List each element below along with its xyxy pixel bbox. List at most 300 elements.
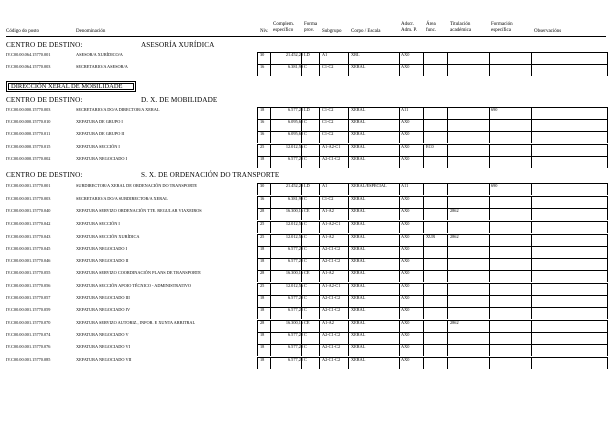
cell-forma: LD xyxy=(304,183,310,188)
cell-code: IV.C00.00.064.15770.001 xyxy=(6,52,51,57)
cell-adsc: AX0 xyxy=(401,344,410,349)
cell-forma: CE xyxy=(304,270,310,275)
cell-forma: C xyxy=(304,144,307,149)
table-row xyxy=(0,119,615,131)
cell-corpo: XERAL xyxy=(351,344,366,349)
cell-border xyxy=(423,221,448,233)
cell-den: SUBDIRECTOR/A XERAL DE ORDENACIÓN DO TRANSPORTE xyxy=(76,183,198,188)
table-row xyxy=(0,307,615,319)
cell-border xyxy=(423,357,448,369)
cell-border xyxy=(423,156,448,168)
cell-corpo: XERAL xyxy=(351,196,366,201)
table-row xyxy=(0,196,615,208)
cell-code: IV.C00.00.001.15770.056 xyxy=(6,283,51,288)
cell-corpo: XERAL xyxy=(351,258,366,263)
cell-comp: 6.577,20 xyxy=(287,107,303,112)
cell-border xyxy=(423,344,448,356)
cell-border xyxy=(447,183,490,195)
table-row xyxy=(0,221,615,233)
cell-niv: 30 xyxy=(260,52,265,57)
header-forma-bottom: prov. xyxy=(304,28,315,33)
table-row xyxy=(0,183,615,195)
cell-border xyxy=(531,52,608,64)
cell-border xyxy=(489,64,532,76)
cell-adsc: AX0 xyxy=(401,208,410,213)
cell-niv: 28 xyxy=(260,270,265,275)
cell-corpo: XERAL xyxy=(351,295,366,300)
cell-comp: 6.095,60 xyxy=(287,119,303,124)
cell-subg: A2-C1-C2 xyxy=(322,295,341,300)
cell-den: XEFATURA SECCIÓN XURÍDICA xyxy=(76,234,140,239)
cell-corpo: XERAL xyxy=(351,270,366,275)
cell-forma: LD xyxy=(304,107,310,112)
cell-border xyxy=(489,283,532,295)
header-titulacion-top: Titulación xyxy=(450,22,471,27)
cell-corpo: XRL xyxy=(351,52,360,57)
cell-corpo: XERAL xyxy=(351,119,366,124)
cell-border xyxy=(531,320,608,332)
header-complem-top: Complem. xyxy=(273,22,294,27)
cell-border xyxy=(423,64,448,76)
cell-forma: C xyxy=(304,258,307,263)
cell-border xyxy=(423,270,448,282)
cell-border xyxy=(531,156,608,168)
cell-forma: C xyxy=(304,246,307,251)
cell-den: XEFATURA NEGOCIADO III xyxy=(76,295,130,300)
cell-border xyxy=(423,208,448,220)
cell-subg: A2-C1-C2 xyxy=(322,357,341,362)
cell-comp: 6.577,20 xyxy=(287,295,303,300)
cell-border xyxy=(531,196,608,208)
cell-adsc: AX0 xyxy=(401,64,410,69)
cell-forma: C xyxy=(304,307,307,312)
cell-border xyxy=(531,332,608,344)
cell-subg: A1 xyxy=(322,52,328,57)
header-denominacion: Denominación xyxy=(76,29,106,34)
cell-border xyxy=(489,246,532,258)
cell-border xyxy=(423,131,448,143)
cell-corpo: XERAL xyxy=(351,283,366,288)
cell-forma: C xyxy=(304,196,307,201)
subsection-label: DIRECCIÓN XERAL DE MOBILIDADE xyxy=(11,83,123,90)
section-name: D. X. DE MOBILIDADE xyxy=(141,96,218,104)
cell-code: IV.C00.00.000.15770.010 xyxy=(6,119,51,124)
cell-niv: 28 xyxy=(260,208,265,213)
cell-border xyxy=(489,295,532,307)
cell-forma: C xyxy=(304,131,307,136)
cell-corpo: XERAL xyxy=(351,357,366,362)
cell-forma: C xyxy=(304,119,307,124)
cell-corpo: XERAL xyxy=(351,208,366,213)
cell-adsc: A11 xyxy=(401,107,409,112)
cell-border xyxy=(489,221,532,233)
cell-den: XEFATURA NEGOCIADO I xyxy=(76,246,128,251)
cell-den: SECRETARIO/A ASESOR/A xyxy=(76,64,128,69)
header-codigo: Código do posto xyxy=(6,29,40,34)
cell-border xyxy=(447,283,490,295)
cell-subg: C1-C2 xyxy=(322,196,334,201)
cell-forma: C xyxy=(304,221,307,226)
cell-subg: A1-A2-C1 xyxy=(322,283,341,288)
cell-comp: 12.012,56 xyxy=(285,283,303,288)
cell-border xyxy=(423,183,448,195)
cell-subg: A2-C1-C2 xyxy=(322,344,341,349)
cell-adsc: AX0 xyxy=(401,131,410,136)
cell-border xyxy=(531,144,608,156)
cell-adsc: AX0 xyxy=(401,156,410,161)
cell-border xyxy=(531,131,608,143)
cell-comp: 6.577,20 xyxy=(287,307,303,312)
cell-border xyxy=(423,332,448,344)
cell-border xyxy=(531,295,608,307)
header-complem-bottom: específico xyxy=(273,28,294,33)
cell-subg: A1-A2 xyxy=(322,270,334,275)
cell-adsc: AX0 xyxy=(401,234,410,239)
cell-border xyxy=(531,119,608,131)
cell-forma: CE xyxy=(304,320,310,325)
section-name: ASESORÍA XURÍDICA xyxy=(141,41,215,49)
cell-border xyxy=(423,246,448,258)
cell-border xyxy=(447,119,490,131)
cell-corpo: XERAL xyxy=(351,107,366,112)
header-subgrupo: Subgrupo xyxy=(322,29,342,34)
table-row xyxy=(0,156,615,168)
cell-niv: 18 xyxy=(260,357,265,362)
cell-adsc: AX0 xyxy=(401,270,410,275)
cell-adsc: AX0 xyxy=(401,295,410,300)
section-label: CENTRO DE DESTINO: xyxy=(6,96,83,104)
cell-subg: C1-C2 xyxy=(322,107,334,112)
header-forma-top: Forma xyxy=(304,22,318,27)
cell-subg: A2-C1-C2 xyxy=(322,156,341,161)
cell-border xyxy=(423,52,448,64)
cell-code: IV.C00.00.001.15770.003 xyxy=(6,196,51,201)
cell-border xyxy=(447,357,490,369)
cell-adsc: A11 xyxy=(401,183,409,188)
cell-border xyxy=(531,283,608,295)
cell-forma: LD xyxy=(304,52,310,57)
table-row xyxy=(0,344,615,356)
cell-den: XEFATURA SERVIZO AUTORIZ., INFOR. E XUNTA ARBITRAL xyxy=(76,320,196,325)
cell-niv: 25 xyxy=(260,144,265,149)
header-corpo: Corpo / Escala xyxy=(351,29,381,34)
cell-border xyxy=(423,196,448,208)
cell-niv: 30 xyxy=(260,183,265,188)
cell-code: IV.C00.00.001.15770.045 xyxy=(6,246,51,251)
cell-adsc: AX0 xyxy=(401,320,410,325)
cell-code: IV.C00.00.001.15770.076 xyxy=(6,344,51,349)
cell-comp: 16.300,16 xyxy=(285,270,303,275)
cell-adsc: AX0 xyxy=(401,332,410,337)
cell-border xyxy=(489,307,532,319)
cell-den: SECRETARIO/A DO/A DIRECTOR/A XERAL xyxy=(76,107,160,112)
cell-border xyxy=(531,246,608,258)
cell-border xyxy=(423,107,448,119)
cell-corpo: XERAL/ESPECIAL xyxy=(351,183,387,188)
cell-code: IV.C00.00.001.15770.042 xyxy=(6,221,51,226)
header-titulacion-bottom: académica xyxy=(450,28,472,33)
cell-adsc: AX0 xyxy=(401,221,410,226)
cell-den: XEFATURA NEGOCIADO VII xyxy=(76,357,132,362)
cell-adsc: AX0 xyxy=(401,307,410,312)
cell-code: IV.C00.00.001.15770.040 xyxy=(6,208,51,213)
table-row xyxy=(0,295,615,307)
section-label: CENTRO DE DESTINO: xyxy=(6,171,83,179)
cell-comp: 16.300,16 xyxy=(285,208,303,213)
cell-corpo: XERAL xyxy=(351,156,366,161)
cell-subg: A1-A2 xyxy=(322,234,334,239)
cell-code: IV.C00.00.001.15770.001 xyxy=(6,183,51,188)
cell-code: IV.C00.00.000.15770.003 xyxy=(6,107,51,112)
cell-adsc: AX0 xyxy=(401,196,410,201)
cell-subg: A1-A2-C1 xyxy=(322,144,341,149)
cell-niv: 18 xyxy=(260,246,265,251)
header-observacions: Observacións xyxy=(534,29,562,34)
cell-den: XEFATURA NEGOCIADO I xyxy=(76,156,128,161)
cell-comp: 6.577,20 xyxy=(287,258,303,263)
cell-forma: C xyxy=(304,283,307,288)
cell-comp: 12.012,56 xyxy=(285,221,303,226)
cell-forma: C xyxy=(304,234,307,239)
cell-den: XEFATURA NEGOCIADO VI xyxy=(76,344,131,349)
cell-border xyxy=(447,221,490,233)
cell-border xyxy=(423,283,448,295)
table-row xyxy=(0,246,615,258)
table-row xyxy=(0,144,615,156)
table-row xyxy=(0,234,615,246)
cell-border xyxy=(489,52,532,64)
cell-border xyxy=(447,156,490,168)
cell-code: IV.C00.00.000.15770.011 xyxy=(6,131,51,136)
cell-den: XEFATURA SERVIZO ORDENACIÓN TTE. REGULAR VIAXEIROS xyxy=(76,208,202,213)
section-name: S. X. DE ORDENACIÓN DO TRANSPORTE xyxy=(141,171,280,179)
cell-den: XEFATURA SECCIÓN APOIO TÉCNICO - ADMINISTRATIVO xyxy=(76,283,192,288)
cell-den: XEFATURA NEGOCIADO V xyxy=(76,332,129,337)
cell-subg: A1-A2 xyxy=(322,208,334,213)
cell-code: IV.C00.00.001.15770.043 xyxy=(6,234,51,239)
header-adscr-bottom: Adm. P. xyxy=(401,28,417,33)
cell-border xyxy=(531,183,608,195)
cell-border xyxy=(447,131,490,143)
cell-code: IV.C00.00.001.15770.085 xyxy=(6,357,51,362)
cell-corpo: XERAL xyxy=(351,234,366,239)
cell-code: IV.C00.00.001.15770.070 xyxy=(6,320,51,325)
cell-border xyxy=(447,332,490,344)
cell-subg: C1-C2 xyxy=(322,119,334,124)
cell-border xyxy=(489,270,532,282)
cell-comp: 6.381,99 xyxy=(287,196,303,201)
cell-border xyxy=(423,295,448,307)
cell-niv: 28 xyxy=(260,320,265,325)
cell-corpo: XERAL xyxy=(351,144,366,149)
cell-forma: C xyxy=(304,295,307,300)
cell-border xyxy=(489,156,532,168)
cell-forma: C xyxy=(304,64,307,69)
table-row xyxy=(0,270,615,282)
section-label: CENTRO DE DESTINO: xyxy=(6,41,83,49)
cell-subg: A1 xyxy=(322,183,328,188)
cell-subg: A2-C1-C2 xyxy=(322,332,341,337)
cell-border xyxy=(423,320,448,332)
cell-code: IV.C00.00.001.15770.055 xyxy=(6,270,51,275)
cell-border xyxy=(447,258,490,270)
cell-comp: 6.577,20 xyxy=(287,344,303,349)
cell-border xyxy=(447,64,490,76)
table-row xyxy=(0,258,615,270)
cell-border xyxy=(531,344,608,356)
cell-comp: 6.095,60 xyxy=(287,131,303,136)
cell-niv: 16 xyxy=(260,119,265,124)
cell-niv: 16 xyxy=(260,196,265,201)
cell-adsc: AX0 xyxy=(401,258,410,263)
cell-subg: C1-C2 xyxy=(322,131,334,136)
cell-den: SECRETARIO/A DO/A SUBDIRECTOR/A XERAL xyxy=(76,196,168,201)
cell-niv: 18 xyxy=(260,156,265,161)
cell-adsc: AX0 xyxy=(401,144,410,149)
cell-border xyxy=(423,307,448,319)
cell-subg: A2-C1-C2 xyxy=(322,307,341,312)
cell-border xyxy=(447,107,490,119)
cell-comp: 12.012,56 xyxy=(285,234,303,239)
cell-den: XEFATURA DE GRUPO I xyxy=(76,119,123,124)
cell-code: IV.C00.00.000.15770.002 xyxy=(6,156,51,161)
cell-border xyxy=(447,270,490,282)
cell-niv: 25 xyxy=(260,283,265,288)
cell-border xyxy=(447,295,490,307)
cell-comp: 6.577,20 xyxy=(287,156,303,161)
table-row xyxy=(0,332,615,344)
cell-niv: 25 xyxy=(260,234,265,239)
table-row xyxy=(0,320,615,332)
cell-border xyxy=(489,131,532,143)
cell-niv: 18 xyxy=(260,332,265,337)
cell-border xyxy=(531,64,608,76)
cell-corpo: XERAL xyxy=(351,221,366,226)
cell-tit: 2862 xyxy=(450,208,459,213)
cell-form: 690 xyxy=(491,107,498,112)
cell-forma: C xyxy=(304,156,307,161)
cell-adsc: AX0 xyxy=(401,357,410,362)
cell-forma: C xyxy=(304,344,307,349)
cell-border xyxy=(531,221,608,233)
header-area-bottom: func. xyxy=(426,28,437,33)
cell-adsc: AX0 xyxy=(401,246,410,251)
table-row xyxy=(0,52,615,64)
cell-adsc: AX0 xyxy=(401,283,410,288)
cell-code: IV.C00.00.001.15770.046 xyxy=(6,258,51,263)
cell-area: XUR xyxy=(426,234,436,239)
cell-den: XEFATURA NEGOCIADO II xyxy=(76,258,129,263)
cell-border xyxy=(531,307,608,319)
cell-comp: 6.577,20 xyxy=(287,246,303,251)
cell-border xyxy=(531,270,608,282)
cell-niv: 18 xyxy=(260,344,265,349)
cell-forma: CE xyxy=(304,208,310,213)
cell-border xyxy=(489,119,532,131)
table-row xyxy=(0,131,615,143)
cell-comp: 6.381,99 xyxy=(287,64,303,69)
cell-niv: 16 xyxy=(260,64,265,69)
cell-border xyxy=(447,307,490,319)
cell-border xyxy=(447,52,490,64)
cell-border xyxy=(423,258,448,270)
cell-code: IV.C00.00.001.15770.057 xyxy=(6,295,51,300)
cell-code: IV.C00.00.001.15770.059 xyxy=(6,307,51,312)
cell-border xyxy=(447,246,490,258)
cell-comp: 6.577,20 xyxy=(287,332,303,337)
cell-corpo: XERAL xyxy=(351,131,366,136)
cell-border xyxy=(489,144,532,156)
cell-border xyxy=(447,196,490,208)
cell-niv: 18 xyxy=(260,258,265,263)
cell-corpo: XERAL xyxy=(351,246,366,251)
cell-border xyxy=(423,119,448,131)
cell-border xyxy=(489,258,532,270)
cell-comp: 12.012,56 xyxy=(285,144,303,149)
cell-comp: 21.452,20 xyxy=(285,52,303,57)
header-area-top: Área xyxy=(426,22,436,27)
table-row xyxy=(0,357,615,369)
cell-den: XEFATURA SECCIÓN I xyxy=(76,221,120,226)
cell-tit: 2862 xyxy=(450,320,459,325)
cell-subg: A1-A2-C1 xyxy=(322,221,341,226)
cell-code: IV.C00.00.000.15770.015 xyxy=(6,144,51,149)
cell-border xyxy=(447,144,490,156)
cell-forma: C xyxy=(304,357,307,362)
cell-border xyxy=(447,344,490,356)
cell-corpo: XERAL xyxy=(351,320,366,325)
cell-niv: 16 xyxy=(260,131,265,136)
cell-border xyxy=(531,258,608,270)
cell-area: EC0 xyxy=(426,144,434,149)
cell-niv: 18 xyxy=(260,107,265,112)
cell-form: 690 xyxy=(491,183,498,188)
cell-border xyxy=(489,234,532,246)
table-row xyxy=(0,208,615,220)
cell-corpo: XERAL xyxy=(351,332,366,337)
cell-code: IV.C00.00.064.15770.003 xyxy=(6,64,51,69)
cell-border xyxy=(489,196,532,208)
cell-comp: 21.452,20 xyxy=(285,183,303,188)
table-row xyxy=(0,64,615,76)
cell-den: XEFATURA DE GRUPO II xyxy=(76,131,125,136)
cell-comp: 6.577,20 xyxy=(287,357,303,362)
cell-niv: 25 xyxy=(260,221,265,226)
header-formacion-top: Formación xyxy=(491,22,513,27)
table-row xyxy=(0,107,615,119)
cell-den: XEFATURA NEGOCIADO IV xyxy=(76,307,131,312)
cell-corpo: XERAL xyxy=(351,64,366,69)
cell-tit: 2862 xyxy=(450,234,459,239)
cell-subg: A1-A2 xyxy=(322,320,334,325)
cell-subg: C1-C2 xyxy=(322,64,334,69)
cell-den: XEFATURA SECCIÓN I xyxy=(76,144,120,149)
cell-code: IV.C00.00.001.15770.074 xyxy=(6,332,51,337)
cell-border xyxy=(489,357,532,369)
cell-den: ASESOR/A XURÍDICO/A xyxy=(76,52,123,57)
cell-adsc: AX0 xyxy=(401,52,410,57)
cell-border xyxy=(489,320,532,332)
header-formacion-bottom: específica xyxy=(491,28,511,33)
cell-border xyxy=(531,357,608,369)
cell-border xyxy=(489,208,532,220)
cell-border xyxy=(531,234,608,246)
cell-comp: 16.300,16 xyxy=(285,320,303,325)
cell-corpo: XERAL xyxy=(351,307,366,312)
cell-subg: A2-C1-C2 xyxy=(322,246,341,251)
cell-border xyxy=(531,107,608,119)
header-adscr-top: Adscr. xyxy=(401,22,414,27)
